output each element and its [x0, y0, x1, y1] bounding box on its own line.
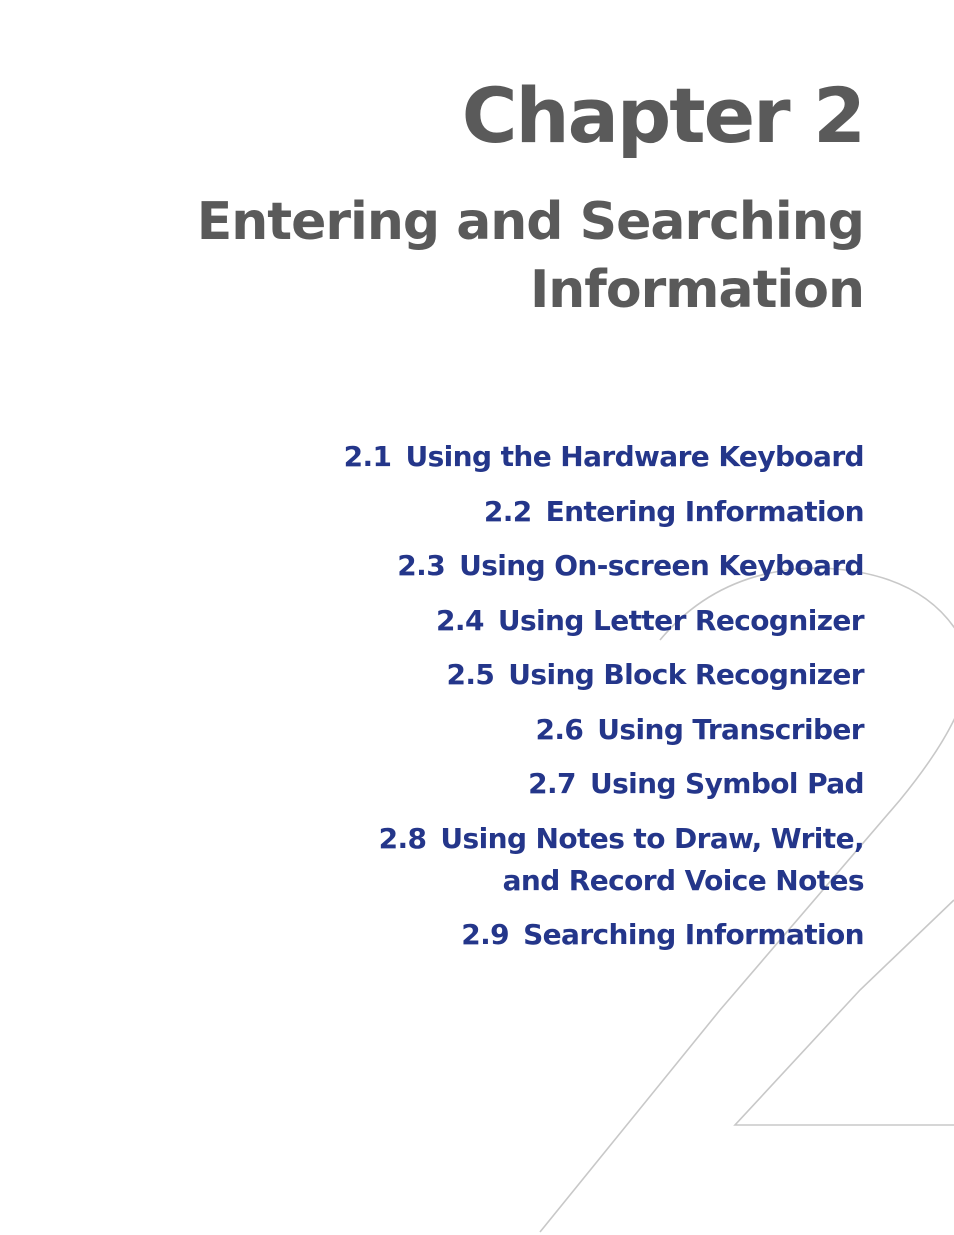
- toc-item-number: 2.6: [535, 712, 584, 746]
- toc-item-title: Searching Information: [523, 918, 864, 951]
- chapter-label: Chapter 2: [461, 71, 864, 160]
- toc-item-number: 2.5: [446, 658, 495, 691]
- toc-item-number: 2.4: [436, 603, 484, 637]
- toc-item-2-6[interactable]: [344, 709, 864, 751]
- toc-item-number: 2.2: [483, 494, 532, 528]
- chapter-title-line-2: Information: [529, 260, 864, 320]
- toc-item-number: 2.8: [378, 821, 427, 855]
- toc-item-number: 2.1: [343, 440, 392, 473]
- toc-item-title: Using On-screen Keyboard: [459, 549, 864, 582]
- toc-item-title: Using the Hardware Keyboard: [405, 440, 864, 473]
- toc-item-2-9[interactable]: [344, 914, 864, 956]
- chapter-title-line-1: Entering and Searching: [196, 192, 864, 252]
- toc-item-title-continued: and Record Voice Notes: [502, 863, 864, 897]
- chapter-contents-list: [344, 436, 864, 969]
- toc-item-title: Entering Information: [545, 494, 864, 528]
- toc-item-line-1: [344, 818, 864, 860]
- toc-item-number: 2.3: [397, 549, 446, 582]
- toc-item-title: Using Notes to Draw, Write,: [440, 821, 864, 855]
- toc-item-2-5[interactable]: [344, 654, 864, 696]
- toc-item-2-3[interactable]: [344, 545, 864, 587]
- toc-item-2-2[interactable]: [344, 491, 864, 533]
- toc-item-title: Using Symbol Pad: [589, 767, 864, 800]
- toc-item-number: 2.7: [528, 767, 576, 800]
- toc-item-2-1[interactable]: [344, 436, 864, 478]
- toc-item-title: Using Transcriber: [597, 712, 864, 746]
- toc-item-2-7[interactable]: [344, 763, 864, 805]
- toc-item-2-4[interactable]: [344, 600, 864, 642]
- toc-item-title: Using Block Recognizer: [508, 658, 864, 691]
- toc-item-2-8[interactable]: [344, 818, 864, 902]
- chapter-title: [197, 188, 864, 324]
- toc-item-title: Using Letter Recognizer: [497, 603, 864, 637]
- toc-item-number: 2.9: [461, 918, 510, 951]
